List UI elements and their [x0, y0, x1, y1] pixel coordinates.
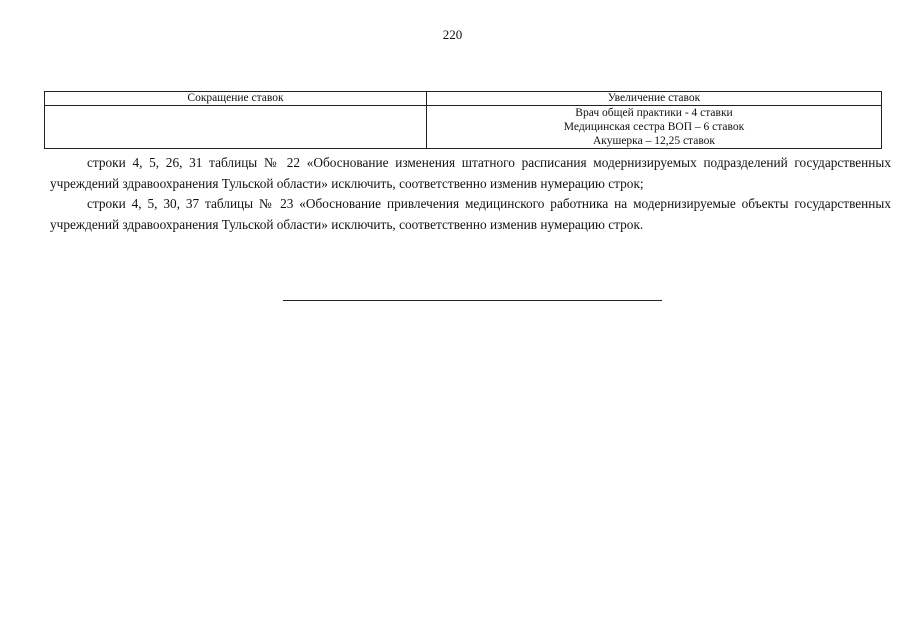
paragraph-table-23: строки 4, 5, 30, 37 таблицы № 23 «Обоснование привлечения медицинского работника на модернизируемые объекты государственных учреждений здравоохранения Тульской области» исключить, соответственно изменив нумерацию строк.	[50, 196, 891, 232]
cell-rate-reduction	[45, 106, 427, 149]
table-row	[45, 106, 882, 149]
document-body	[50, 153, 891, 235]
table-header-row	[45, 92, 882, 106]
increase-line-nurse: Медицинская сестра ВОП – 6 ставок	[563, 121, 745, 133]
increase-line-general-practitioner: Врач общей практики - 4 ставки	[575, 107, 733, 119]
page-number: 220	[442, 27, 463, 42]
paragraph-table-22: строки 4, 5, 26, 31 таблицы № 22 «Обоснование изменения штатного расписания модернизируемых подразделений государственных учреждений здравоохранения Тульской области» исключить, соответственно изменив нумерацию строк;	[50, 155, 891, 191]
staff-changes-table	[44, 91, 882, 149]
closing-rule	[283, 300, 662, 301]
header-rate-increase: Увеличение ставок	[427, 92, 882, 106]
header-rate-reduction: Сокращение ставок	[45, 92, 427, 106]
cell-rate-increase	[427, 106, 882, 149]
increase-line-midwife: Акушерка – 12,25 ставок	[592, 135, 716, 147]
